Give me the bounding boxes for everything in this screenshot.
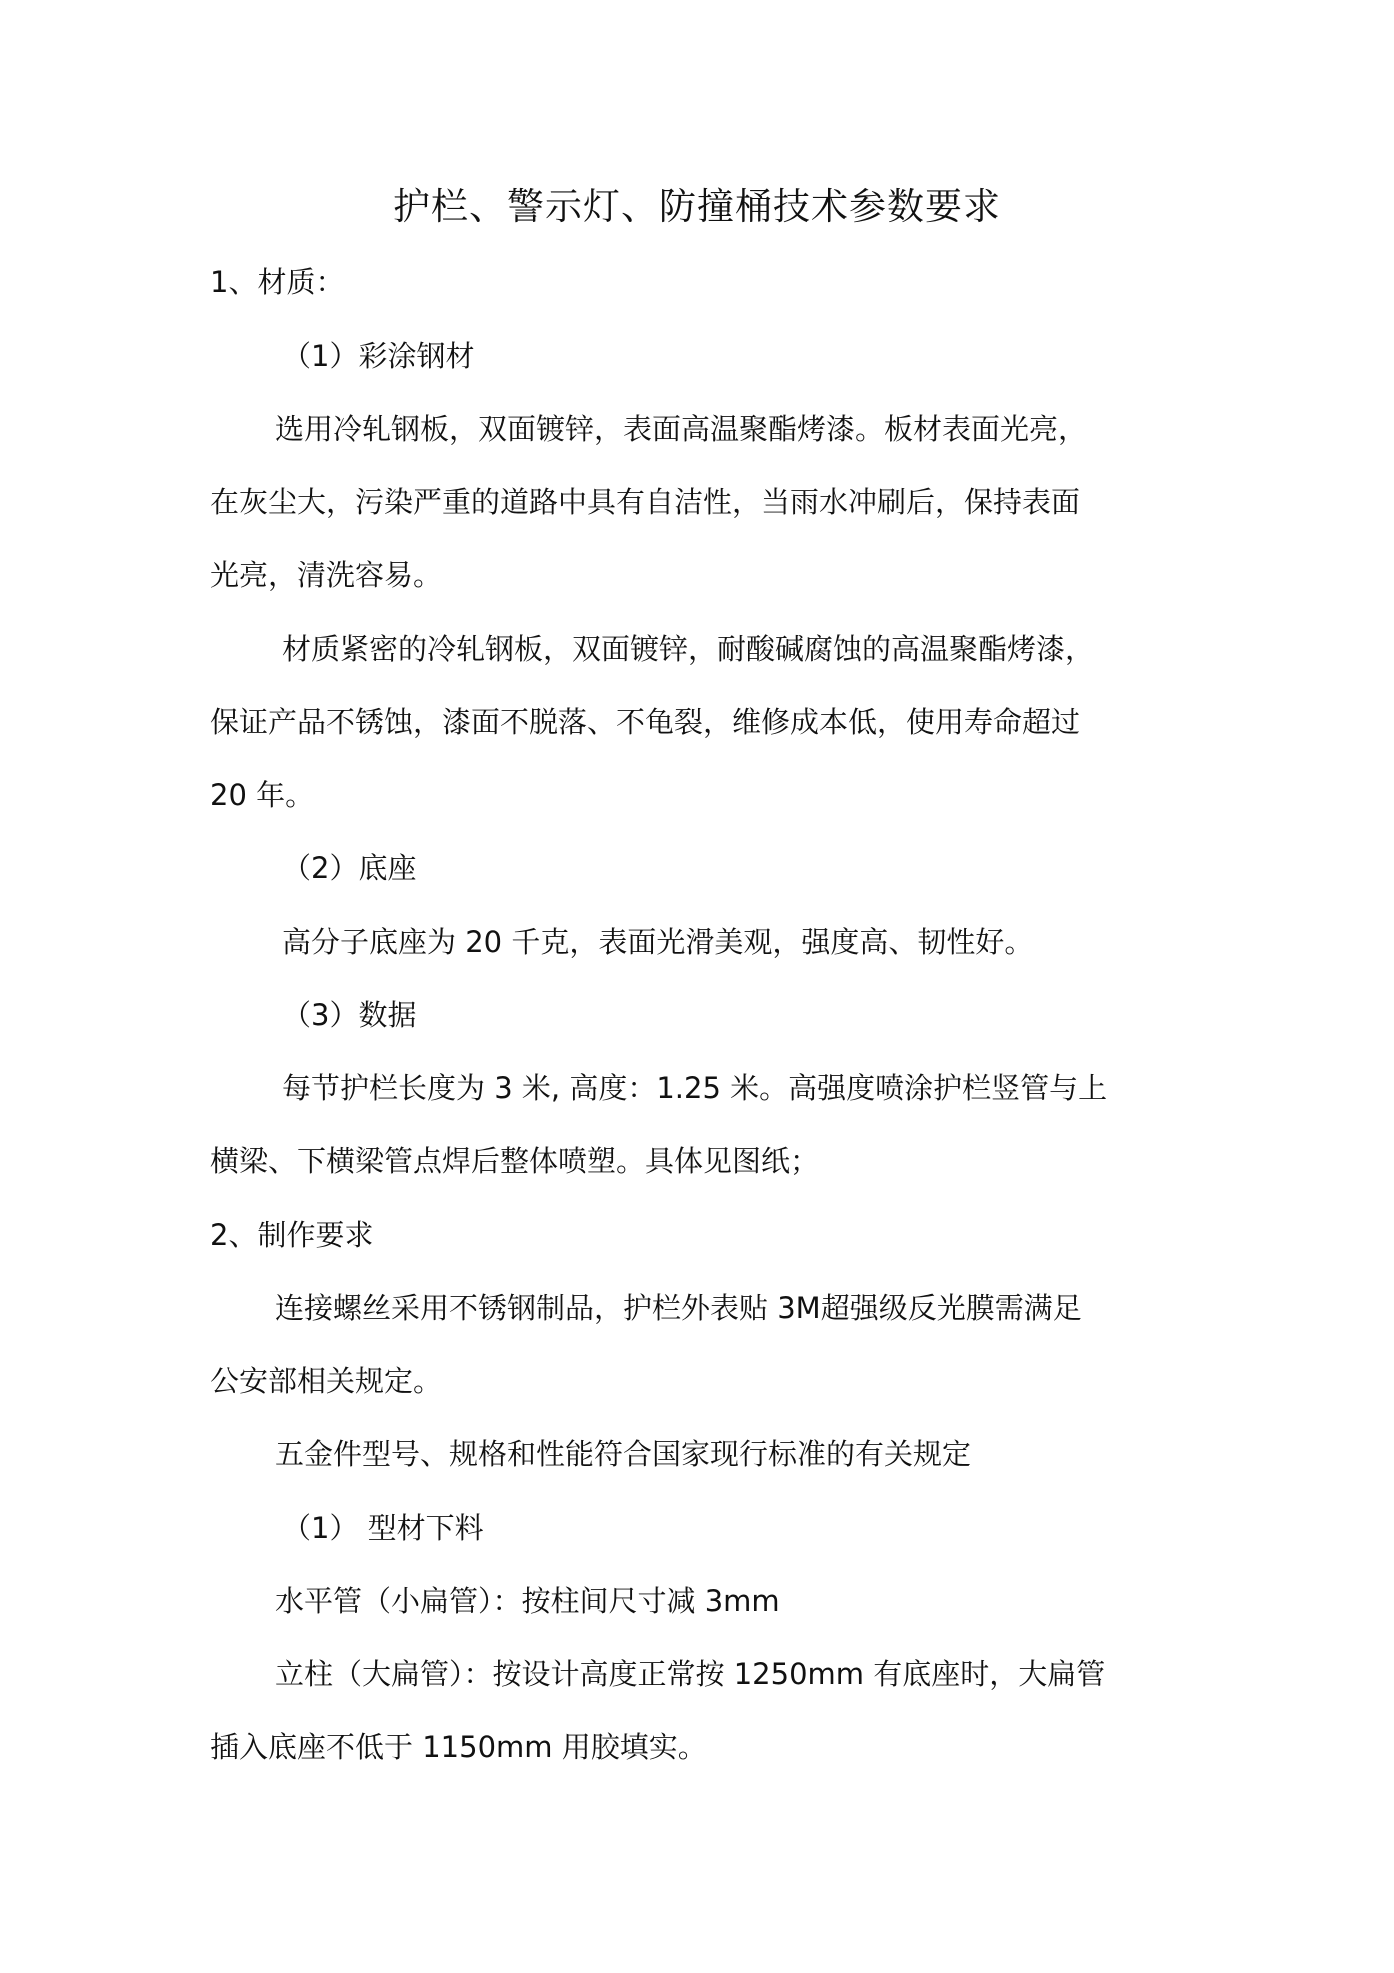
section-1-heading: 1、材质： (210, 265, 345, 299)
paragraph-6-line-1: 五金件型号、规格和性能符合国家现行标准的有关规定 (275, 1437, 972, 1471)
subsection-2-1-heading: （1） 型材下料 (282, 1511, 484, 1545)
paragraph-4-line-2: 横梁、下横梁管点焊后整体喷塑。具体见图纸； (210, 1144, 820, 1178)
paragraph-7-line-1: 水平管（小扁管）：按柱间尺寸减 3mm (275, 1584, 780, 1618)
paragraph-5-line-2: 公安部相关规定。 (210, 1364, 443, 1398)
paragraph-2-line-3: 20 年。 (210, 778, 315, 812)
document-title: 护栏、警示灯、防撞桶技术参数要求 (393, 185, 1001, 228)
paragraph-8-line-2: 插入底座不低于 1150mm 用胶填实。 (210, 1730, 707, 1764)
paragraph-4-line-1: 每节护栏长度为 3 米, 高度：1.25 米。高强度喷涂护栏竖管与上 (282, 1071, 1108, 1105)
subsection-1-3-heading: （3）数据 (282, 998, 417, 1032)
paragraph-1-line-2: 在灰尘大，污染严重的道路中具有自洁性，当雨水冲刷后，保持表面 (210, 485, 1081, 519)
paragraph-2-line-1: 材质紧密的冷轧钢板，双面镀锌，耐酸碱腐蚀的高温聚酯烤漆， (282, 632, 1095, 666)
paragraph-1-line-1: 选用冷轧钢板，双面镀锌，表面高温聚酯烤漆。板材表面光亮， (275, 412, 1088, 446)
paragraph-2-line-2: 保证产品不锈蚀，漆面不脱落、不龟裂，维修成本低，使用寿命超过 (210, 705, 1081, 739)
subsection-1-2-heading: （2）底座 (282, 851, 417, 885)
paragraph-8-line-1: 立柱（大扁管）：按设计高度正常按 1250mm 有底座时，大扁管 (275, 1657, 1106, 1691)
paragraph-3-line-1: 高分子底座为 20 千克，表面光滑美观，强度高、韧性好。 (282, 925, 1034, 959)
paragraph-1-line-3: 光亮，清洗容易。 (210, 558, 443, 592)
paragraph-5-line-1: 连接螺丝采用不锈钢制品，护栏外表贴 3M超强级反光膜需满足 (275, 1291, 1082, 1325)
subsection-1-1-heading: （1）彩涂钢材 (282, 339, 475, 373)
section-2-heading: 2、制作要求 (210, 1218, 374, 1252)
